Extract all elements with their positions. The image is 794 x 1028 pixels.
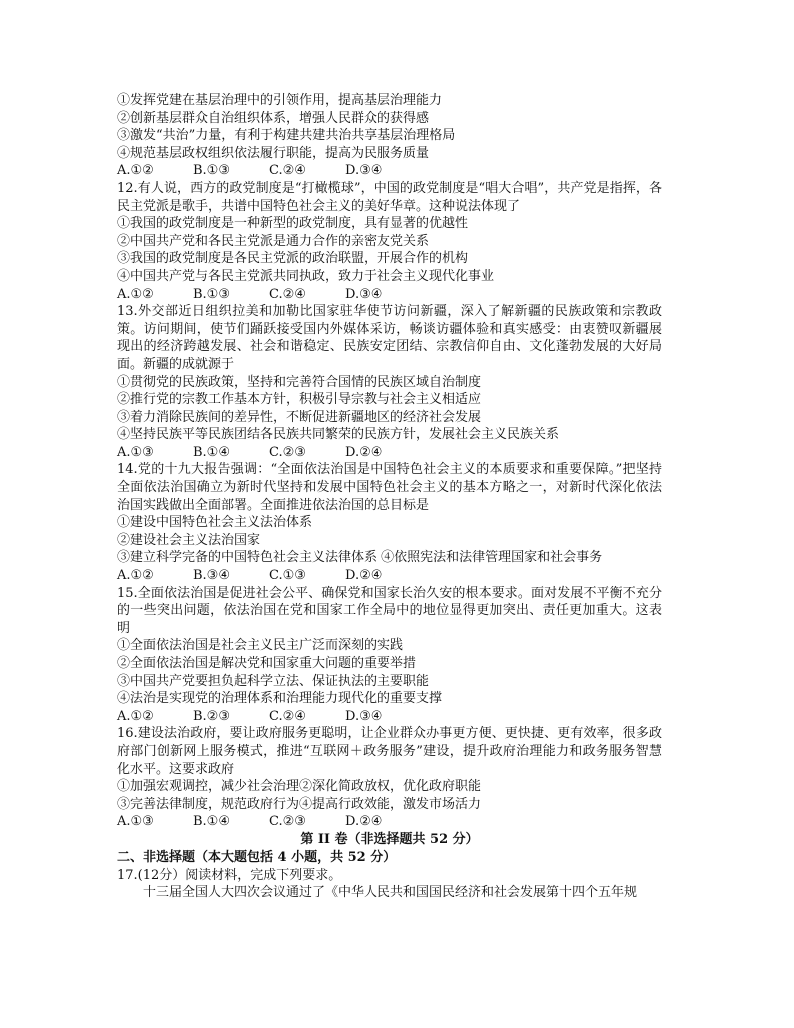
choice-item-3-4: ③完善法律制度，规范政府行为④提高行政效能，激发市场活力 — [117, 796, 482, 812]
choice-item-3-4: ③建立科学完备的中国特色社会主义法律体系 ④依照宪法和法律管理国家和社会事务 — [117, 550, 603, 566]
option-b: B.①④ — [193, 444, 230, 460]
option-a: A.①② — [117, 568, 154, 584]
question-stem: 13.外交部近日组织拉美和加勒比国家驻华使节访问新疆，深入了解新疆的民族政策和宗教政策。访问期间，使节们踊跃接受国内外媒体采访，畅谈访疆体验和真实感受：由衷赞叹新疆展现出的经济跨越发展、社会和谐稳定、民族安定团结、宗教信仰自由、文化蓬勃发展的大好局面。新疆的成就源于 — [117, 304, 662, 372]
exam-content — [117, 92, 662, 902]
option-a: A.①③ — [117, 814, 154, 830]
choice-item-2: ②建设社会主义法治国家 — [117, 532, 261, 548]
option-a: A.①② — [117, 163, 154, 179]
choice-item-2: ②全面依法治国是解决党和国家重大问题的重要举措 — [117, 656, 417, 671]
option-d: D.②④ — [345, 444, 383, 460]
option-b: B.③④ — [193, 568, 230, 584]
choice-item-2: ②推行党的宗教工作基本方针，积极引导宗教与社会主义相适应 — [117, 392, 482, 408]
choice-item-2: ②创新基层群众自治组织体系，增强人民群众的获得感 — [117, 110, 430, 126]
choice-item-1: ①发挥党建在基层治理中的引领作用，提高基层治理能力 — [117, 93, 443, 108]
choice-item-3: ③激发“共治”力量，有利于构建共建共治共享基层治理格局 — [117, 128, 456, 144]
choice-item-3: ③我国的政党制度是各民主党派的政治联盟，开展合作的机构 — [117, 251, 469, 267]
choice-item-4: ④中国共产党与各民主党派共同执政，致力于社会主义现代化事业 — [117, 268, 495, 284]
option-a: A.①② — [117, 286, 154, 302]
question-14 — [117, 461, 662, 584]
option-d: D.②④ — [345, 814, 383, 830]
answer-options — [117, 813, 662, 831]
question-15 — [117, 585, 662, 726]
choice-item-2: ②中国共产党和各民主党派是通力合作的亲密友党关系 — [117, 233, 430, 249]
choice-item-3: ③着力消除民族间的差异性，不断促进新疆地区的经济社会发展 — [117, 409, 482, 425]
option-d: D.②④ — [345, 568, 383, 584]
answer-options — [117, 444, 662, 462]
choice-item-1-2: ①加强宏观调控，减少社会治理②深化简政放权，优化政府职能 — [117, 779, 482, 795]
option-b: B.②③ — [193, 708, 230, 724]
section-heading: 二、非选择题（本大题包括 4 小题，共 52 分） — [117, 849, 397, 865]
question-stem: 16.建设法治政府，要让政府服务更聪明，让企业群众办事更方便、更快捷、更有效率，很多政府部门创新网上服务模式，推进“互联网＋政务服务”建设，提升政府治理能力和政务服务智慧化水平。这要求政府 — [117, 726, 662, 777]
question-stem: 15.全面依法治国是促进社会公平、确保党和国家长治久安的根本要求。面对发展不平衡不充分的一些突出问题，依法治国在党和国家工作全局中的地位显得更加突出、责任更加重大。这表明 — [117, 585, 662, 636]
option-d: D.③④ — [345, 286, 383, 302]
choice-item-4: ④坚持民族平等民族团结各民族共同繁荣的民族方针，发展社会主义民族关系 — [117, 427, 560, 443]
option-c: C.②③ — [269, 444, 306, 460]
choice-item-1: ①贯彻党的民族政策，坚持和完善符合国情的民族区域自治制度 — [117, 374, 482, 390]
answer-options — [117, 286, 662, 304]
part-two — [117, 831, 662, 902]
option-c: C.②④ — [269, 286, 306, 302]
answer-options — [117, 567, 662, 585]
option-c: C.②④ — [269, 708, 306, 724]
choice-item-3: ③中国共产党要担负起科学立法、保证执法的主要职能 — [117, 673, 430, 689]
option-a: A.①② — [117, 708, 154, 724]
option-b: B.①③ — [193, 163, 230, 179]
part-title: 第 II 卷（非选择题共 52 分） — [300, 831, 479, 847]
question-16 — [117, 725, 662, 831]
option-d: D.③④ — [345, 163, 383, 179]
choice-item-4: ④规范基层政权组织依法履行职能，提高为民服务质量 — [117, 145, 430, 161]
question-12 — [117, 180, 662, 303]
choice-item-1: ①建设中国特色社会主义法治体系 — [117, 515, 313, 531]
option-b: B.①③ — [193, 286, 230, 302]
choice-item-1: ①我国的政党制度是一种新型的政党制度，具有显著的优越性 — [117, 216, 469, 232]
question-stem: 14.党的十九大报告强调：“全面依法治国是中国特色社会主义的本质要求和重要保障。”把坚持全面依法治国确立为新时代坚持和发展中国特色社会主义的基本方略之一，对新时代深化依法治国实践做出全面部署。全面推进依法治国的总目标是 — [117, 462, 662, 513]
option-c: C.②④ — [269, 163, 306, 179]
question-stem: 12.有人说，西方的政党制度是“打橄榄球”，中国的政党制度是“唱大合唱”，共产党是指挥，各民主党派是歌手，共谱中国特色社会主义的美好华章。这种说法体现了 — [117, 180, 662, 214]
question-13 — [117, 303, 662, 461]
choice-item-1: ①全面依法治国是社会主义民主广泛而深刻的实践 — [117, 638, 404, 654]
option-c: C.②③ — [269, 814, 306, 830]
question-17-intro: 17.(12分）阅读材料，完成下列要求。 — [117, 867, 342, 883]
question-11 — [117, 92, 662, 180]
answer-options — [117, 708, 662, 726]
option-a: A.①③ — [117, 444, 154, 460]
question-17-material: 十三届全国人大四次会议通过了《中华人民共和国国民经济和社会发展第十四个五年规 — [143, 885, 638, 901]
answer-options — [117, 162, 662, 180]
option-c: C.①③ — [269, 568, 306, 584]
option-d: D.③④ — [345, 708, 383, 724]
choice-item-4: ④法治是实现党的治理体系和治理能力现代化的重要支撑 — [117, 691, 443, 707]
option-b: B.①④ — [193, 814, 230, 830]
